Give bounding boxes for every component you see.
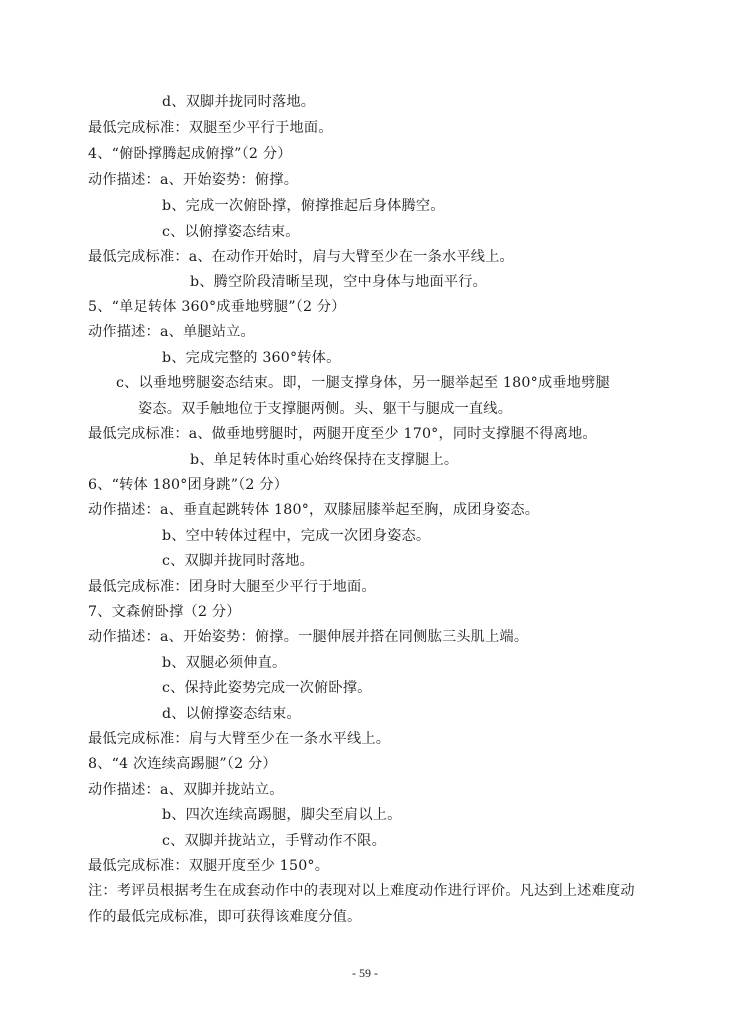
text-line: 动作描述：a、双脚并拢站立。 (88, 782, 284, 798)
section-heading: 8、“4 次连续高踢腿”（2 分） (88, 756, 277, 772)
text-line: d、双脚并拢同时落地。 (162, 94, 316, 110)
text-line: c、以俯撑姿态结束。 (162, 224, 300, 240)
text-line: c、双脚并拢站立，手臂动作不限。 (162, 833, 386, 849)
text-line: b、完成一次俯卧撑，俯撑推起后身体腾空。 (162, 198, 445, 214)
text-line: c、保持此姿势完成一次俯卧撑。 (162, 680, 372, 696)
text-line: b、完成完整的 360°转体。 (162, 350, 341, 366)
note-line: 作的最低完成标准，即可获得该难度分值。 (88, 909, 362, 925)
text-line: b、腾空阶段清晰呈现，空中身体与地面平行。 (190, 274, 488, 290)
section-heading: 6、“转体 180°团身跳”（2 分） (88, 477, 289, 493)
text-line: c、双脚并拢同时落地。 (162, 553, 315, 569)
text-line: 最低完成标准：团身时大腿至少平行于地面。 (88, 579, 376, 595)
text-line: b、双腿必须伸直。 (162, 655, 287, 671)
text-line: 动作描述：a、单腿站立。 (88, 324, 255, 340)
section-heading: 4、“俯卧撑腾起成俯撑”（2 分） (88, 146, 292, 162)
text-line: 动作描述：a、垂直起跳转体 180°，双膝屈膝举起至胸，成团身姿态。 (88, 502, 540, 518)
section-heading: 7、文森俯卧撑（2 分） (88, 604, 241, 620)
text-line: 姿态。双手触地位于支撑腿两侧。头、躯干与腿成一直线。 (138, 401, 513, 417)
text-line: 最低完成标准：a、做垂地劈腿时，两腿开度至少 170°，同时支撑腿不得离地。 (88, 426, 597, 442)
text-line: 动作描述：a、开始姿势：俯撑。 (88, 172, 299, 188)
text-line: b、空中转体过程中，完成一次团身姿态。 (162, 528, 431, 544)
text-line: 动作描述：a、开始姿势：俯撑。一腿伸展并搭在同侧肱三头肌上端。 (88, 629, 529, 645)
note-line: 注：考评员根据考生在成套动作中的表现对以上难度动作进行评价。凡达到上述难度动 (88, 883, 635, 899)
text-line: 最低完成标准：双腿开度至少 150°。 (88, 858, 330, 874)
text-line: b、单足转体时重心始终保持在支撑腿上。 (190, 452, 459, 468)
text-line: c、以垂地劈腿姿态结束。即，一腿支撑身体，另一腿举起至 180°成垂地劈腿 (116, 375, 610, 391)
text-line: 最低完成标准：a、在动作开始时，肩与大臂至少在一条水平线上。 (88, 249, 514, 265)
text-line: 最低完成标准：肩与大臂至少在一条水平线上。 (88, 731, 391, 747)
text-line: 最低完成标准：双腿至少平行于地面。 (88, 120, 333, 136)
text-line: d、以俯撑姿态结束。 (162, 706, 301, 722)
text-line: b、四次连续高踢腿，脚尖至肩以上。 (162, 807, 402, 823)
page-number: - 59 - (352, 966, 378, 980)
section-heading: 5、“单足转体 360°成垂地劈腿”（2 分） (88, 299, 346, 315)
